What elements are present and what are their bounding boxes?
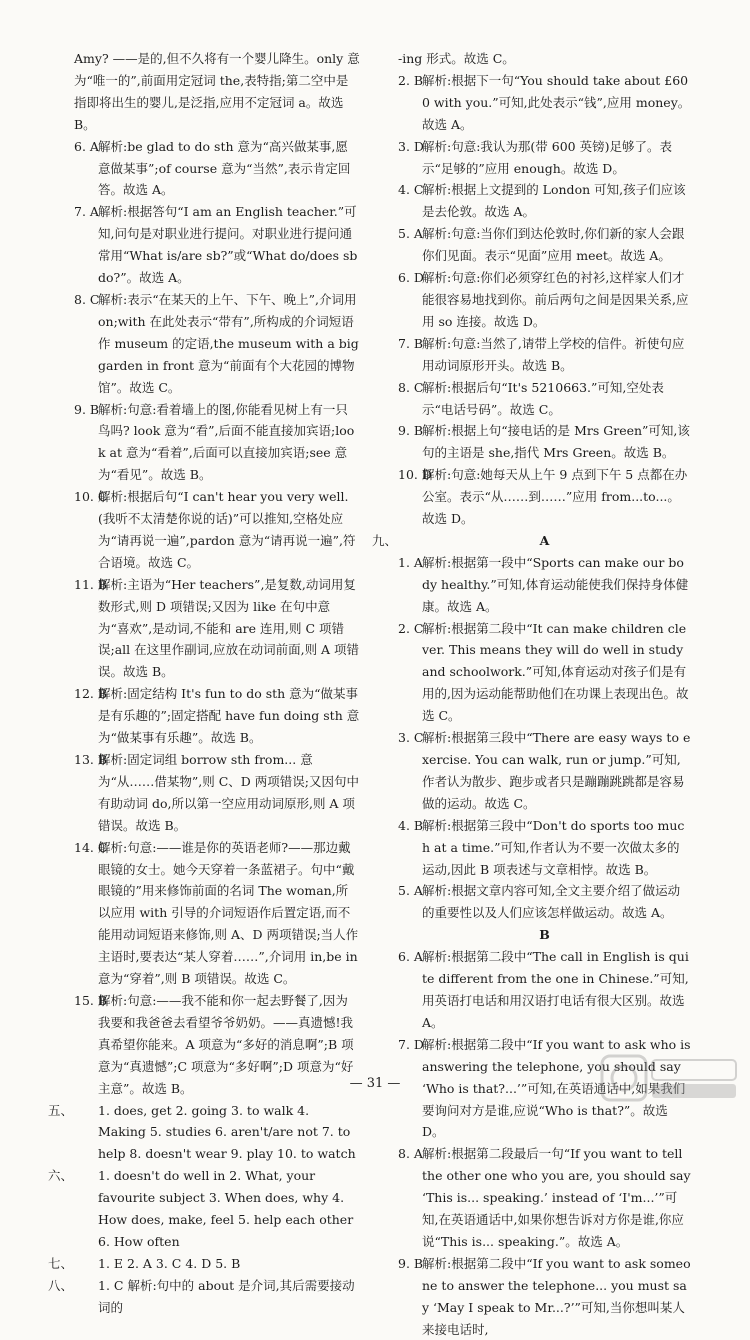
answer-item — [398, 267, 691, 333]
answer-item — [398, 48, 691, 70]
answer-number: 3. D — [398, 138, 424, 154]
answer-number: 13. B — [74, 752, 108, 767]
answer-number: 9. B — [398, 1255, 424, 1271]
answer-item — [74, 683, 360, 749]
answer-item — [74, 837, 360, 990]
answer-explanation: 解析:根据第三段中“Don't do sports too much at a time.”可知,作者认为不要一次做太多的运动,因此 B 项表述与文章相悖。故选 B。 — [422, 817, 685, 877]
answer-item — [398, 618, 691, 728]
answer-number: 10. D — [398, 467, 432, 483]
answer-number: 2. C — [398, 620, 424, 636]
answer-explanation: 解析:根据第二段最后一句“If you want to tell the other one who you are, you should say ‘This is... speaking.’ instead of ‘I'm...’”可知,在英语通话中,如果你想告诉对方你是谁,你应说“This is... speaking.”。故选 A。 — [422, 1146, 691, 1249]
answer-explanation: 解析:表示“在某天的上午、下午、晚上”,介词用 on;with 在此处表示“带有”,所构成的介词短语作 museum 的定语,the museum with a big garden in front 意为“前面有个大花园的博物馆”。故选 C。 — [98, 291, 359, 395]
answer-item — [398, 815, 691, 881]
passage-b-heading: B — [539, 927, 550, 943]
answer-explanation: 解析:根据第三段中“There are easy ways to exercise. You can walk, run or jump.”可知,作者认为散步、跑步或者只是蹦蹦跳跳都是容易做的运动。故选 C。 — [422, 730, 691, 811]
answer-item — [398, 70, 691, 136]
section-eight-text: 解析:句中的 about 是介词,其后需要接动词的 — [98, 1277, 355, 1315]
answer-explanation: 解析:句意:她每天从上午 9 点到下午 5 点都在办公室。表示“从……到……”应用 from...to...。故选 D。 — [422, 467, 688, 527]
passage-a-answers — [398, 552, 691, 924]
answer-explanation: 解析:be glad to do sth 意为“高兴做某事,愿意做某事”;of course 意为“当然”,表示肯定回答。故选 A。 — [98, 138, 351, 198]
answer-item — [398, 1253, 691, 1340]
answer-explanation: 解析:根据答句“I am an English teacher.”可知,问句是对职业进行提问。对职业进行提问通常用“What is/are sb?”或“What do/does sb do?”。故选 A。 — [98, 204, 358, 286]
answer-explanation: 解析:句意:当你们到达伦敦时,你们新的家人会跟你们见面。表示“见面”应用 meet。故选 A。 — [422, 226, 685, 264]
section-seven-label: 七、 — [48, 1255, 74, 1271]
section-six-answers: 1. doesn't do well in 2. What, your favourite subject 3. When does, why 4. How does, make, feel 5. help each other 6. How often — [98, 1168, 354, 1249]
answer-item — [74, 574, 360, 684]
answer-number: 6. D — [398, 270, 424, 286]
answer-number: 7. D — [398, 1036, 424, 1052]
answer-item — [398, 223, 691, 267]
answer-explanation: 解析:根据文章内容可知,全文主要介绍了做运动的重要性以及人们应该怎样做运动。故选 A。 — [422, 883, 681, 921]
answer-item — [74, 289, 360, 399]
section-eight-num: 1. C — [98, 1277, 124, 1293]
answer-number: 4. B — [398, 817, 424, 833]
left-entries — [74, 48, 360, 1100]
answer-number: 11. B — [74, 576, 108, 592]
answer-explanation: 解析:根据后句“It's 5210663.”可知,空处表示“电话号码”。故选 C。 — [422, 379, 664, 417]
answer-number: 7. A — [74, 204, 99, 220]
left-column — [48, 48, 360, 1319]
answer-item — [74, 749, 360, 837]
answer-number: 2. B — [398, 72, 424, 88]
answer-number: 3. C — [398, 730, 424, 746]
answer-item — [398, 333, 691, 377]
answer-item — [74, 201, 360, 289]
section-nine-label: 九、 — [372, 532, 398, 548]
answer-number: 9. B — [74, 401, 100, 417]
section-five-answers: 1. does, get 2. going 3. to walk 4. Making 5. studies 6. aren't/are not 7. to help 8. doesn't wear 9. play 10. to watch — [98, 1102, 356, 1162]
answer-number: 6. A — [398, 949, 423, 965]
answer-explanation: 解析:句意:看着墙上的图,你能看见树上有一只鸟吗? look 意为“看”,后面不能直接加宾语;look at 意为“看着”,后面可以直接加宾语;see 意为“看见”。故选 B。 — [98, 401, 355, 483]
answer-explanation: 解析:根据第一段中“Sports can make our body healthy.”可知,体育运动能使我们保持身体健康。故选 A。 — [422, 554, 689, 614]
answer-explanation: 解析:根据后句“I can't hear you very well.(我听不太清楚你说的话)”可以推知,空格处应为“请再说一遍”,pardon 意为“请再说一遍”,符合语境。故选 C。 — [98, 489, 356, 570]
answer-item — [398, 136, 691, 180]
answer-number: 14. C — [74, 839, 108, 855]
answer-item — [398, 880, 691, 924]
answer-explanation: 解析:根据第二段中“If you want to ask someone to answer the telephone... you must say ‘May I speak to Mr...?’”可知,当你想叫某人来接电话时, — [422, 1255, 691, 1337]
answer-number: 10. C — [74, 489, 108, 505]
answer-item — [74, 48, 360, 136]
answer-explanation: 解析:根据第二段中“It can make children clever. This means they will do well in study and schoolwork.”可知,体育运动对孩子们是有用的,因为运动能帮助他们在功课上表现出色。故选 C。 — [422, 620, 689, 724]
answer-explanation: -ing 形式。故选 C。 — [398, 51, 515, 66]
answer-explanation: 解析:根据上句“接电话的是 Mrs Green”可知,该句的主语是 she,指代 Mrs Green。故选 B。 — [422, 423, 690, 461]
answer-number: 12. B — [74, 686, 108, 702]
answer-item — [398, 377, 691, 421]
answer-explanation: 解析:固定词组 borrow sth from... 意为“从……借某物”,则 C、D 两项错误;又因句中有助动词 do,所以第一空应用动词原形,则 A 项错误。故选 B。 — [98, 752, 359, 833]
page-number: — 31 — — [349, 1076, 401, 1091]
answer-number: 15. B — [74, 992, 108, 1008]
answer-item — [398, 946, 691, 1034]
section-six — [48, 1165, 360, 1253]
section-eight-label: 八、 — [48, 1277, 74, 1293]
answer-number: 1. A — [398, 554, 423, 570]
answer-explanation: 解析:根据上文提到的 London 可知,孩子们应该是去伦敦。故选 A。 — [422, 182, 686, 220]
passage-a-heading: A — [539, 532, 550, 548]
answer-explanation: 解析:固定结构 It's fun to do sth 意为“做某事是有乐趣的”;固定搭配 have fun doing sth 意为“做某事有乐趣”。故选 B。 — [98, 686, 360, 746]
passage-b-answers — [398, 946, 691, 1340]
watermark-logo-icon — [600, 1052, 740, 1104]
section-five — [48, 1100, 360, 1166]
answer-number: 5. A — [398, 883, 423, 899]
answer-explanation: 解析:句意:——我不能和你一起去野餐了,因为我要和我爸爸去看望爷爷奶奶。——真遗憾!我真希望你能来。A 项意为“多好的消息啊”;B 项意为“真遗憾”;C 项意为“多好啊”;D 项意为“好主意”。故选 B。 — [98, 992, 354, 1096]
answer-item — [398, 1143, 691, 1253]
answer-explanation: 解析:根据第二段中“The call in English is quite different from the one in Chinese.”可知,用英语打电话和用汉语打电话有很大区别。故选 A。 — [422, 949, 689, 1030]
answer-item — [398, 179, 691, 223]
answer-explanation: Amy? ——是的,但不久将有一个婴儿降生。only 意为“唯一的”,前面用定冠词 the,表特指;第二空中是指即将出生的婴儿,是泛指,应用不定冠词 a。故选 B。 — [74, 51, 360, 132]
answer-item — [398, 727, 691, 815]
answer-item — [398, 420, 691, 464]
answer-number: 8. C — [398, 379, 424, 395]
answer-explanation: 解析:根据下一句“You should take about £600 with you.”可知,此处表示“钱”,应用 money。故选 A。 — [422, 72, 691, 132]
answer-number: 6. A — [74, 138, 99, 154]
answer-explanation: 解析:句意:当然了,请带上学校的信件。祈使句应用动词原形开头。故选 B。 — [422, 335, 685, 373]
answer-number: 4. C — [398, 182, 424, 198]
answer-explanation: 解析:根据第二段中“If you want to ask who is answering the telephone, you should say ‘Who is that?...’”可知,在英语通话中,如果我们要询问对方是谁,应说“Who is that?”。故选 D。 — [422, 1036, 691, 1140]
section-seven-answers: 1. E 2. A 3. C 4. D 5. B — [98, 1255, 241, 1271]
answer-explanation: 解析:句意:我认为那(带 600 英镑)足够了。表示“足够的”应用 enough。故选 D。 — [422, 138, 672, 176]
answer-explanation: 解析:句意:——谁是你的英语老师?——那边戴眼镜的女士。她今天穿着一条蓝裙子。句中“戴眼镜的”用来修饰前面的名词 The woman,所以应用 with 引导的介词短语作后置定语,而不能用动词短语来修饰,则 A、D 两项错误;当人作主语时,要表达“某人穿着……”,介词用 in,be in 意为“穿着”,则 B 项错误。故选 C。 — [98, 839, 359, 987]
answer-number: 9. B — [398, 423, 424, 439]
answer-item — [398, 552, 691, 618]
answer-number: 8. A — [398, 1146, 423, 1162]
right-entries — [398, 48, 691, 530]
section-five-label: 五、 — [48, 1102, 74, 1118]
answer-explanation: 解析:主语为“Her teachers”,是复数,动词用复数形式,则 D 项错误;又因为 like 在句中意为“喜欢”,是动词,不能和 are 连用,则 C 项错误;all 在这里作副词,应放在动词前面,则 A 项错误。故选 B。 — [98, 576, 360, 680]
answer-item — [74, 399, 360, 487]
section-eight — [48, 1275, 360, 1319]
answer-number: 5. A — [398, 226, 423, 242]
answer-explanation: 解析:句意:你们必须穿红色的衬衫,这样家人们才能很容易地找到你。前后两句之间是因果关系,应用 so 连接。故选 D。 — [422, 270, 689, 329]
answer-item — [74, 136, 360, 202]
answer-number: 8. C — [74, 291, 100, 307]
answer-item — [74, 486, 360, 574]
section-six-label: 六、 — [48, 1168, 74, 1184]
answer-item — [398, 464, 691, 530]
answer-number: 7. B — [398, 335, 424, 351]
section-seven — [48, 1253, 360, 1275]
